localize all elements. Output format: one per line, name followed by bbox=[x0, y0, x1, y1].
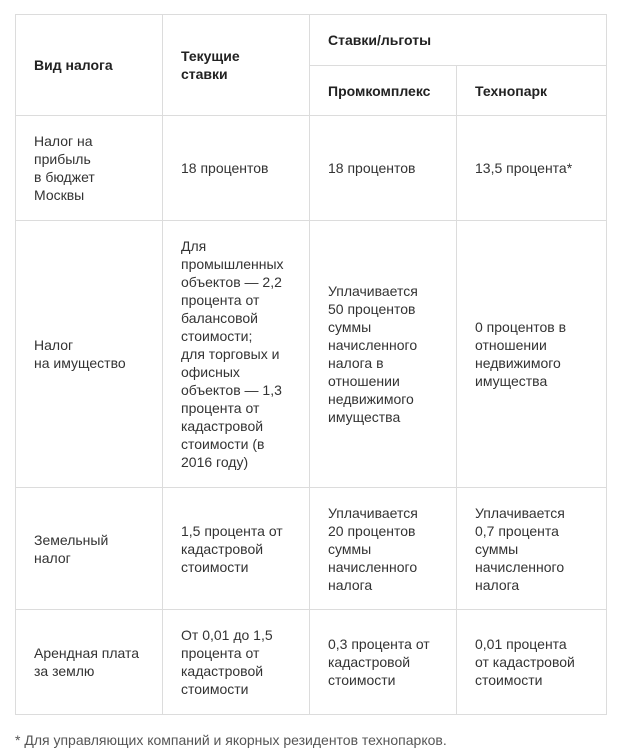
tax-name-cell: Налог на имущество bbox=[16, 221, 163, 488]
tax-comparison-table bbox=[15, 14, 607, 715]
industrial-rate-cell: 18 процентов bbox=[310, 116, 457, 221]
footnote: * Для управляющих компаний и якорных резидентов технопарков. bbox=[15, 732, 447, 748]
technopark-rate-cell: 0,01 процента от кадастровой стоимости bbox=[457, 610, 607, 715]
industrial-rate-cell: 0,3 процента от кадастровой стоимости bbox=[310, 610, 457, 715]
tax-name-cell: Арендная плата за землю bbox=[16, 610, 163, 715]
industrial-rate-cell: Уплачивается 20 процентов суммы начисленного налога bbox=[310, 488, 457, 610]
header-current-rates: Текущие ставки bbox=[163, 15, 310, 116]
tax-name-cell: Налог на прибыль в бюджет Москвы bbox=[16, 116, 163, 221]
current-rate-cell: От 0,01 до 1,5 процента от кадастровой стоимости bbox=[163, 610, 310, 715]
technopark-rate-cell: 13,5 процента* bbox=[457, 116, 607, 221]
tax-name-cell: Земельный налог bbox=[16, 488, 163, 610]
table-row bbox=[16, 221, 607, 488]
header-industrial-complex: Промкомплекс bbox=[310, 66, 457, 116]
industrial-rate-cell: Уплачивается 50 процентов суммы начисленного налога в отношении недвижимого имущества bbox=[310, 221, 457, 488]
table-row bbox=[16, 610, 607, 715]
table-header-row bbox=[16, 15, 607, 66]
table-row bbox=[16, 116, 607, 221]
header-tax-type: Вид налога bbox=[16, 15, 163, 116]
header-technopark: Технопарк bbox=[457, 66, 607, 116]
technopark-rate-cell: Уплачивается 0,7 процента суммы начисленного налога bbox=[457, 488, 607, 610]
table-row bbox=[16, 488, 607, 610]
technopark-rate-cell: 0 процентов в отношении недвижимого имущества bbox=[457, 221, 607, 488]
current-rate-cell: Для промышленных объектов — 2,2 процента от балансовой стоимости; для торговых и офисных объектов — 1,3 процента от кадастровой стоимости (в 2016 году) bbox=[163, 221, 310, 488]
header-rates-benefits: Ставки/льготы bbox=[310, 15, 607, 66]
current-rate-cell: 1,5 процента от кадастровой стоимости bbox=[163, 488, 310, 610]
current-rate-cell: 18 процентов bbox=[163, 116, 310, 221]
